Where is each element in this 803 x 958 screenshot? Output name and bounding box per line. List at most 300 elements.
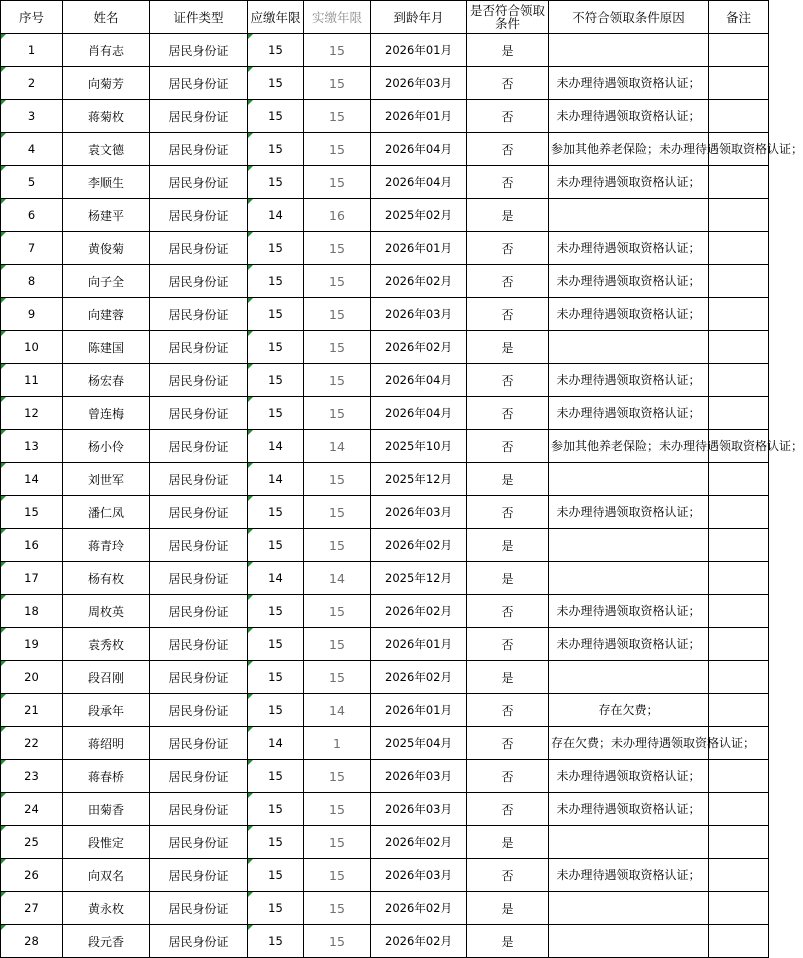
cell-seq-text: 12	[24, 406, 39, 420]
cell-name[interactable]	[63, 34, 150, 67]
cell-id-type[interactable]	[150, 760, 248, 793]
cell-reason[interactable]	[549, 34, 709, 67]
cell-remark[interactable]	[709, 34, 769, 67]
cell-remark[interactable]	[709, 496, 769, 529]
cell-id-type[interactable]	[150, 496, 248, 529]
cell-seq[interactable]	[1, 562, 63, 595]
cell-actual-years-text: 15	[329, 240, 345, 256]
cell-name[interactable]	[63, 595, 150, 628]
cell-reason[interactable]	[549, 529, 709, 562]
cell-required-years[interactable]	[248, 133, 304, 166]
cell-age-date[interactable]	[371, 760, 467, 793]
cell-reason[interactable]	[549, 694, 709, 727]
cell-required-years[interactable]	[248, 199, 304, 232]
header-eligible[interactable]: 是否符合领取条件	[467, 1, 549, 34]
cell-id-type[interactable]	[150, 34, 248, 67]
cell-id-type[interactable]	[150, 727, 248, 760]
cell-name[interactable]	[63, 265, 150, 298]
cell-actual-years[interactable]	[304, 793, 371, 826]
cell-eligible-text: 否	[501, 439, 514, 454]
cell-id-type[interactable]	[150, 892, 248, 925]
cell-required-years[interactable]	[248, 529, 304, 562]
cell-age-date[interactable]	[371, 34, 467, 67]
cell-name-text: 曾连梅	[87, 406, 124, 421]
cell-remark[interactable]	[709, 628, 769, 661]
cell-reason[interactable]	[549, 298, 709, 331]
cell-eligible[interactable]	[467, 760, 549, 793]
cell-reason[interactable]	[549, 430, 803, 463]
cell-name[interactable]	[63, 331, 150, 364]
cell-reason-text: 未办理待遇领取资格认证；	[556, 768, 701, 783]
cell-age-date[interactable]	[371, 661, 467, 694]
cell-seq-text: 4	[27, 142, 36, 156]
cell-remark[interactable]	[709, 925, 769, 958]
cell-age-date[interactable]	[371, 628, 467, 661]
cell-seq[interactable]	[1, 463, 63, 496]
cell-required-years[interactable]	[248, 100, 304, 133]
header-seq[interactable]: 序号	[1, 1, 63, 34]
cell-required-years[interactable]	[248, 331, 304, 364]
cell-seq[interactable]	[1, 166, 63, 199]
cell-eligible[interactable]	[467, 793, 549, 826]
cell-reason[interactable]	[549, 133, 803, 166]
cell-age-date[interactable]	[371, 826, 467, 859]
cell-required-years[interactable]	[248, 265, 304, 298]
cell-name[interactable]	[63, 232, 150, 265]
cell-seq[interactable]	[1, 628, 63, 661]
cell-id-type[interactable]	[150, 100, 248, 133]
cell-age-date[interactable]	[371, 463, 467, 496]
cell-required-years[interactable]	[248, 298, 304, 331]
cell-name[interactable]	[63, 661, 150, 694]
cell-remark[interactable]	[709, 859, 769, 892]
cell-id-type[interactable]	[150, 397, 248, 430]
cell-required-years[interactable]	[248, 397, 304, 430]
cell-remark[interactable]	[709, 430, 769, 463]
cell-eligible[interactable]	[467, 265, 549, 298]
header-age-date[interactable]: 到龄年月	[371, 1, 467, 34]
cell-eligible[interactable]	[467, 562, 549, 595]
error-indicator-icon	[1, 859, 6, 864]
cell-seq[interactable]	[1, 529, 63, 562]
cell-seq[interactable]	[1, 331, 63, 364]
cell-age-date[interactable]	[371, 331, 467, 364]
cell-reason[interactable]	[549, 727, 756, 760]
cell-name[interactable]	[63, 727, 150, 760]
cell-remark[interactable]	[709, 100, 769, 133]
cell-seq[interactable]	[1, 430, 63, 463]
cell-required-years-text: 15	[268, 505, 283, 519]
cell-required-years[interactable]	[248, 892, 304, 925]
header-id-type[interactable]: 证件类型	[150, 1, 248, 34]
cell-eligible[interactable]	[467, 34, 549, 67]
cell-id-type[interactable]	[150, 430, 248, 463]
cell-name[interactable]	[63, 793, 150, 826]
cell-name-text: 向菊芳	[87, 76, 124, 91]
cell-age-date[interactable]	[371, 496, 467, 529]
cell-actual-years[interactable]	[304, 364, 371, 397]
cell-required-years[interactable]	[248, 364, 304, 397]
cell-required-years[interactable]	[248, 67, 304, 100]
header-actual-years[interactable]: 实缴年限	[304, 1, 371, 34]
cell-eligible-text: 否	[501, 274, 514, 289]
cell-remark[interactable]	[709, 661, 769, 694]
cell-seq[interactable]	[1, 760, 63, 793]
cell-remark[interactable]	[709, 892, 769, 925]
cell-actual-years-text: 15	[329, 636, 345, 652]
cell-reason[interactable]	[549, 661, 709, 694]
cell-seq[interactable]	[1, 364, 63, 397]
cell-required-years[interactable]	[248, 166, 304, 199]
error-indicator-icon	[1, 496, 6, 501]
cell-eligible[interactable]	[467, 397, 549, 430]
cell-actual-years[interactable]	[304, 892, 371, 925]
cell-required-years[interactable]	[248, 628, 304, 661]
cell-seq[interactable]	[1, 793, 63, 826]
cell-actual-years[interactable]	[304, 694, 371, 727]
cell-name[interactable]	[63, 298, 150, 331]
cell-eligible[interactable]	[467, 826, 549, 859]
error-indicator-icon	[248, 463, 253, 468]
cell-required-years-text: 15	[268, 934, 283, 948]
cell-required-years[interactable]	[248, 232, 304, 265]
cell-actual-years[interactable]	[304, 430, 371, 463]
cell-eligible[interactable]	[467, 100, 549, 133]
cell-eligible[interactable]	[467, 628, 549, 661]
cell-name[interactable]	[63, 67, 150, 100]
cell-required-years[interactable]	[248, 826, 304, 859]
cell-age-date[interactable]	[371, 562, 467, 595]
cell-reason[interactable]	[549, 166, 709, 199]
cell-id-type[interactable]	[150, 166, 248, 199]
cell-name[interactable]	[63, 529, 150, 562]
cell-eligible[interactable]	[467, 133, 549, 166]
cell-seq[interactable]	[1, 298, 63, 331]
cell-actual-years-text: 15	[329, 603, 345, 619]
cell-age-date[interactable]	[371, 595, 467, 628]
cell-id-type[interactable]	[150, 859, 248, 892]
cell-reason[interactable]	[549, 562, 709, 595]
cell-required-years[interactable]	[248, 562, 304, 595]
cell-age-date[interactable]	[371, 859, 467, 892]
cell-age-date[interactable]	[371, 892, 467, 925]
cell-actual-years-text: 15	[329, 471, 345, 487]
cell-seq[interactable]	[1, 496, 63, 529]
cell-reason[interactable]	[549, 892, 709, 925]
cell-id-type[interactable]	[150, 562, 248, 595]
cell-required-years[interactable]	[248, 34, 304, 67]
cell-age-date[interactable]	[371, 67, 467, 100]
cell-required-years[interactable]	[248, 727, 304, 760]
cell-reason[interactable]	[549, 463, 709, 496]
cell-eligible[interactable]	[467, 364, 549, 397]
cell-remark[interactable]	[709, 67, 769, 100]
cell-age-date[interactable]	[371, 364, 467, 397]
cell-eligible[interactable]	[467, 496, 549, 529]
cell-remark[interactable]	[709, 199, 769, 232]
cell-id-type[interactable]	[150, 793, 248, 826]
header-name[interactable]: 姓名	[63, 1, 150, 34]
cell-actual-years[interactable]	[304, 463, 371, 496]
cell-reason[interactable]	[549, 859, 709, 892]
cell-remark[interactable]	[709, 364, 769, 397]
cell-eligible[interactable]	[467, 463, 549, 496]
cell-required-years-text: 15	[268, 703, 283, 717]
cell-age-date[interactable]	[371, 694, 467, 727]
cell-actual-years[interactable]	[304, 67, 371, 100]
cell-id-type[interactable]	[150, 232, 248, 265]
cell-remark[interactable]	[709, 166, 769, 199]
cell-age-date[interactable]	[371, 265, 467, 298]
header-required-years[interactable]: 应缴年限	[248, 1, 304, 34]
cell-eligible[interactable]	[467, 331, 549, 364]
cell-seq[interactable]	[1, 232, 63, 265]
cell-eligible[interactable]	[467, 199, 549, 232]
cell-actual-years[interactable]	[304, 166, 371, 199]
cell-actual-years-text: 16	[329, 207, 345, 223]
cell-required-years-text: 15	[268, 604, 283, 618]
cell-id-type[interactable]	[150, 364, 248, 397]
cell-age-date-text: 2026年02月	[385, 901, 452, 915]
cell-required-years-text: 15	[268, 769, 283, 783]
cell-seq[interactable]	[1, 859, 63, 892]
cell-eligible[interactable]	[467, 298, 549, 331]
cell-reason[interactable]	[549, 397, 709, 430]
cell-reason[interactable]	[549, 793, 709, 826]
table-row	[1, 529, 769, 562]
error-indicator-icon	[248, 199, 253, 204]
error-indicator-icon	[1, 67, 6, 72]
cell-name-text: 杨小伶	[87, 439, 124, 454]
cell-required-years[interactable]	[248, 430, 304, 463]
cell-actual-years[interactable]	[304, 859, 371, 892]
cell-eligible[interactable]	[467, 892, 549, 925]
cell-remark[interactable]	[709, 760, 769, 793]
cell-name[interactable]	[63, 859, 150, 892]
cell-actual-years[interactable]	[304, 496, 371, 529]
cell-seq[interactable]	[1, 100, 63, 133]
cell-age-date[interactable]	[371, 133, 467, 166]
cell-remark[interactable]	[709, 727, 769, 760]
cell-seq[interactable]	[1, 727, 63, 760]
cell-remark[interactable]	[709, 463, 769, 496]
cell-actual-years[interactable]	[304, 727, 371, 760]
cell-age-date[interactable]	[371, 727, 467, 760]
cell-reason[interactable]	[549, 265, 709, 298]
cell-reason[interactable]	[549, 331, 709, 364]
cell-seq[interactable]	[1, 826, 63, 859]
cell-remark[interactable]	[709, 331, 769, 364]
cell-age-date[interactable]	[371, 298, 467, 331]
cell-reason[interactable]	[549, 760, 709, 793]
cell-eligible[interactable]	[467, 67, 549, 100]
cell-id-type-text: 居民身份证	[168, 769, 229, 784]
cell-required-years[interactable]	[248, 694, 304, 727]
cell-reason[interactable]	[549, 67, 709, 100]
cell-name[interactable]	[63, 892, 150, 925]
cell-actual-years[interactable]	[304, 133, 371, 166]
cell-name[interactable]	[63, 100, 150, 133]
cell-remark[interactable]	[709, 397, 769, 430]
cell-reason[interactable]	[549, 199, 709, 232]
cell-actual-years[interactable]	[304, 760, 371, 793]
cell-seq[interactable]	[1, 34, 63, 67]
cell-remark[interactable]	[709, 562, 769, 595]
cell-seq[interactable]	[1, 265, 63, 298]
cell-name[interactable]	[63, 463, 150, 496]
cell-actual-years[interactable]	[304, 232, 371, 265]
cell-id-type-text: 居民身份证	[168, 43, 229, 58]
cell-reason[interactable]	[549, 595, 709, 628]
cell-remark[interactable]	[709, 265, 769, 298]
cell-id-type[interactable]	[150, 661, 248, 694]
cell-remark[interactable]	[709, 298, 769, 331]
cell-actual-years-text: 14	[329, 702, 345, 718]
cell-eligible[interactable]	[467, 529, 549, 562]
cell-required-years[interactable]	[248, 496, 304, 529]
cell-actual-years[interactable]	[304, 298, 371, 331]
error-indicator-icon	[1, 793, 6, 798]
cell-actual-years[interactable]	[304, 628, 371, 661]
cell-actual-years[interactable]	[304, 331, 371, 364]
cell-required-years[interactable]	[248, 463, 304, 496]
cell-id-type[interactable]	[150, 331, 248, 364]
cell-remark[interactable]	[709, 793, 769, 826]
cell-remark[interactable]	[709, 232, 769, 265]
cell-eligible-text: 是	[501, 538, 514, 553]
cell-id-type[interactable]	[150, 463, 248, 496]
cell-eligible[interactable]	[467, 430, 549, 463]
cell-required-years[interactable]	[248, 595, 304, 628]
cell-reason[interactable]	[549, 100, 709, 133]
cell-remark[interactable]	[709, 529, 769, 562]
cell-reason-text: 未办理待遇领取资格认证；	[556, 636, 701, 651]
cell-id-type[interactable]	[150, 925, 248, 958]
cell-seq[interactable]	[1, 694, 63, 727]
cell-id-type[interactable]	[150, 67, 248, 100]
cell-required-years[interactable]	[248, 925, 304, 958]
cell-age-date[interactable]	[371, 793, 467, 826]
cell-age-date[interactable]	[371, 166, 467, 199]
cell-required-years[interactable]	[248, 760, 304, 793]
cell-eligible[interactable]	[467, 859, 549, 892]
cell-seq[interactable]	[1, 892, 63, 925]
cell-seq[interactable]	[1, 199, 63, 232]
cell-remark[interactable]	[709, 133, 769, 166]
cell-name[interactable]	[63, 364, 150, 397]
cell-eligible[interactable]	[467, 727, 549, 760]
cell-reason[interactable]	[549, 496, 709, 529]
cell-actual-years[interactable]	[304, 925, 371, 958]
cell-name[interactable]	[63, 628, 150, 661]
cell-age-date[interactable]	[371, 430, 467, 463]
cell-actual-years[interactable]	[304, 529, 371, 562]
error-indicator-icon	[1, 397, 6, 402]
cell-remark[interactable]	[709, 595, 769, 628]
cell-actual-years[interactable]	[304, 265, 371, 298]
cell-name[interactable]	[63, 826, 150, 859]
cell-age-date-text: 2026年03月	[385, 769, 452, 783]
table-body	[1, 34, 803, 958]
cell-required-years-text: 15	[268, 142, 283, 156]
cell-id-type[interactable]	[150, 595, 248, 628]
cell-id-type[interactable]	[150, 694, 248, 727]
cell-name[interactable]	[63, 562, 150, 595]
cell-id-type[interactable]	[150, 298, 248, 331]
cell-name[interactable]	[63, 694, 150, 727]
cell-actual-years[interactable]	[304, 34, 371, 67]
cell-age-date-text: 2026年03月	[385, 505, 452, 519]
cell-reason[interactable]	[549, 826, 709, 859]
cell-age-date[interactable]	[371, 100, 467, 133]
cell-actual-years[interactable]	[304, 562, 371, 595]
cell-id-type[interactable]	[150, 628, 248, 661]
cell-eligible[interactable]	[467, 694, 549, 727]
cell-id-type[interactable]	[150, 826, 248, 859]
cell-id-type[interactable]	[150, 265, 248, 298]
cell-age-date[interactable]	[371, 397, 467, 430]
cell-actual-years[interactable]	[304, 397, 371, 430]
cell-age-date[interactable]	[371, 529, 467, 562]
cell-age-date[interactable]	[371, 232, 467, 265]
cell-seq[interactable]	[1, 67, 63, 100]
cell-seq[interactable]	[1, 133, 63, 166]
cell-age-date[interactable]	[371, 925, 467, 958]
cell-required-years[interactable]	[248, 859, 304, 892]
cell-eligible[interactable]	[467, 661, 549, 694]
cell-seq[interactable]	[1, 397, 63, 430]
error-indicator-icon	[1, 529, 6, 534]
cell-eligible[interactable]	[467, 925, 549, 958]
cell-id-type[interactable]	[150, 529, 248, 562]
cell-name[interactable]	[63, 166, 150, 199]
cell-actual-years[interactable]	[304, 199, 371, 232]
cell-seq[interactable]	[1, 925, 63, 958]
cell-name-text: 杨建平	[87, 208, 124, 223]
cell-remark[interactable]	[709, 826, 769, 859]
cell-seq[interactable]	[1, 661, 63, 694]
cell-name[interactable]	[63, 760, 150, 793]
cell-age-date[interactable]	[371, 199, 467, 232]
cell-id-type[interactable]	[150, 199, 248, 232]
table-row	[1, 199, 769, 232]
cell-reason[interactable]	[549, 232, 709, 265]
cell-actual-years[interactable]	[304, 661, 371, 694]
cell-seq[interactable]	[1, 595, 63, 628]
cell-reason[interactable]	[549, 628, 709, 661]
cell-id-type[interactable]	[150, 133, 248, 166]
header-reason[interactable]: 不符合领取条件原因	[549, 1, 709, 34]
cell-actual-years[interactable]	[304, 826, 371, 859]
cell-name[interactable]	[63, 925, 150, 958]
cell-actual-years[interactable]	[304, 100, 371, 133]
cell-required-years[interactable]	[248, 793, 304, 826]
cell-reason[interactable]	[549, 925, 709, 958]
cell-remark[interactable]	[709, 694, 769, 727]
cell-required-years[interactable]	[248, 661, 304, 694]
cell-name[interactable]	[63, 430, 150, 463]
cell-eligible[interactable]	[467, 166, 549, 199]
cell-reason[interactable]	[549, 364, 709, 397]
cell-name[interactable]	[63, 496, 150, 529]
cell-eligible[interactable]	[467, 595, 549, 628]
cell-name[interactable]	[63, 133, 150, 166]
cell-eligible[interactable]	[467, 232, 549, 265]
cell-name[interactable]	[63, 397, 150, 430]
cell-actual-years[interactable]	[304, 595, 371, 628]
cell-name[interactable]	[63, 199, 150, 232]
header-remark[interactable]: 备注	[709, 1, 769, 34]
